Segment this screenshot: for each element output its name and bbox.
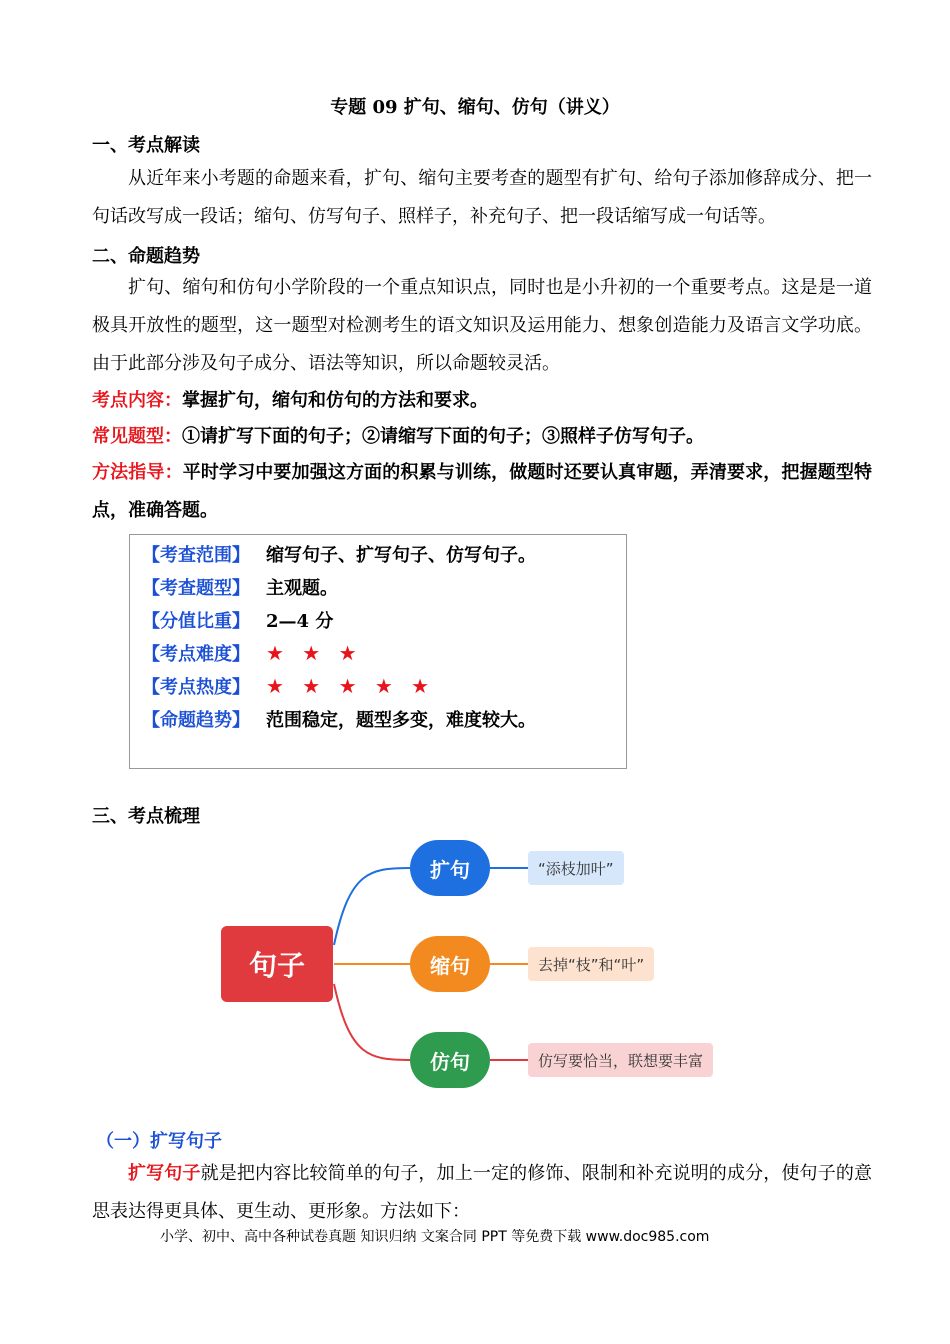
info-label: 【命题趋势】 (142, 710, 250, 731)
popularity-stars: ★ ★ ★ ★ ★ (266, 674, 436, 698)
section-heading-3: 三、考点梳理 (92, 806, 200, 827)
mindmap-root: 句子 (221, 926, 333, 1002)
method-label: 方法指导： (92, 462, 183, 483)
info-label: 【分值比重】 (142, 611, 250, 632)
info-value: 2—4 分 (266, 611, 334, 632)
connector-imitate (334, 984, 412, 1060)
info-value: 主观题。 (266, 578, 338, 599)
info-label: 【考点热度】 (142, 677, 250, 698)
mindmap-branch-imitate: 仿句 (410, 1032, 490, 1088)
info-value: 范围稳定，题型多变，难度较大。 (266, 710, 536, 731)
content-label: 考点内容： (92, 390, 182, 411)
section-heading-1: 一、考点解读 (92, 135, 200, 156)
types-label: 常见题型： (92, 426, 182, 447)
subsection-heading-1: （一）扩写句子 (96, 1131, 222, 1152)
page-footer: 小学、初中、高中各种试卷真题 知识归纳 文案合同 PPT 等免费下载 www.doc985.com (160, 1229, 710, 1245)
content-text: 掌握扩句，缩句和仿句的方法和要求。 (182, 390, 488, 411)
mindmap-note-expand: “添枝加叶” (528, 851, 624, 885)
mindmap-branch-shrink: 缩句 (410, 936, 490, 992)
info-label: 【考查范围】 (142, 545, 250, 566)
section-2-paragraph: 扩句、缩句和仿句小学阶段的一个重点知识点，同时也是小升初的一个重要考点。这是是一道极具开放性的题型，这一题型对检测考生的语文知识及运用能力、想象创造能力及语言文学功底。由于此部分涉及句子成分、语法等知识，所以命题较灵活。 (92, 277, 872, 374)
connector-expand (334, 868, 412, 945)
mindmap-note-shrink: 去掉“枝”和“叶” (528, 947, 654, 981)
method-text: 平时学习中要加强这方面的积累与训练，做题时还要认真审题，弄清要求，把握题型特点，准确答题。 (92, 462, 873, 521)
mindmap-branch-expand: 扩句 (410, 840, 490, 896)
info-label: 【考查题型】 (142, 578, 250, 599)
subsection-1-paragraph (92, 1155, 872, 1231)
difficulty-stars: ★ ★ ★ (266, 641, 363, 665)
subsection-1-text: 就是把内容比较简单的句子，加上一定的修饰、限制和补充说明的成分，使句子的意思表达得更具体、更生动、更形象。方法如下： (92, 1163, 873, 1222)
info-value: 缩写句子、扩写句子、仿写句子。 (266, 545, 536, 566)
mindmap-note-imitate: 仿写要恰当，联想要丰富 (528, 1043, 713, 1077)
section-heading-2: 二、命题趋势 (92, 246, 200, 267)
page-title: 专题 09 扩句、缩句、仿句（讲义） (330, 97, 620, 118)
types-text: ①请扩写下面的句子；②请缩写下面的句子；③照样子仿写句子。 (182, 426, 704, 447)
section-1-paragraph: 从近年来小考题的命题来看，扩句、缩句主要考查的题型有扩句、给句子添加修辞成分、把一句话改写成一段话；缩句、仿写句子、照样子，补充句子、把一段话缩写成一句话等。 (92, 168, 872, 227)
info-label: 【考点难度】 (142, 644, 250, 665)
highlight-term: 扩写句子 (128, 1163, 201, 1184)
